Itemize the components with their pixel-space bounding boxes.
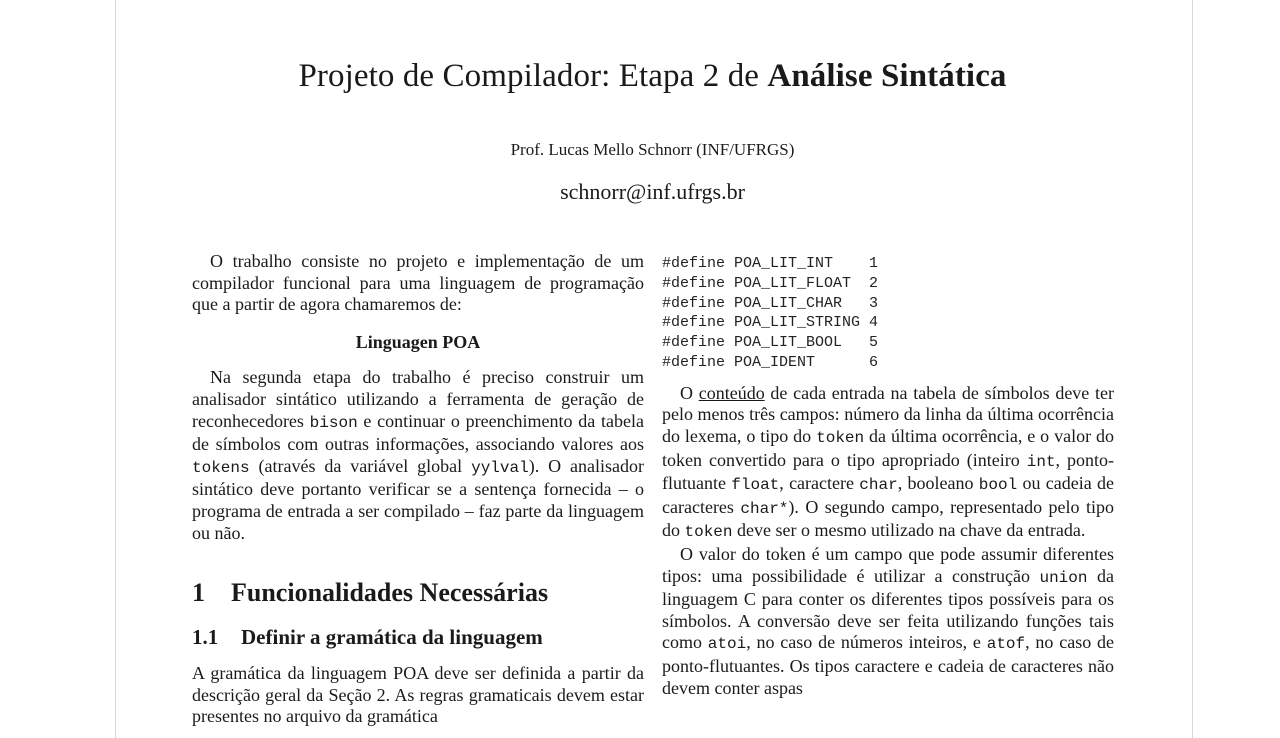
left-column bbox=[192, 251, 644, 728]
define-line: #define POA_LIT_CHAR 3 bbox=[662, 294, 879, 312]
intro-paragraph: O trabalho consiste no projeto e implementação de um compilador funcional para uma linguagem de programação que a partir de agora chamaremos de: bbox=[192, 251, 644, 315]
define-line: #define POA_LIT_FLOAT 2 bbox=[662, 274, 879, 292]
define-block bbox=[662, 254, 1114, 373]
language-name: Linguagen POA bbox=[355, 331, 481, 352]
define-line: #define POA_LIT_INT 1 bbox=[662, 255, 879, 272]
author-email: schnorr@inf.ufrgs.br bbox=[560, 179, 745, 204]
define-line: #define POA_LIT_BOOL 5 bbox=[662, 334, 879, 352]
grammar-paragraph: A gramática da linguagem POA deve ser definida a partir da descrição geral da Seção 2. As regras gramaticais devem estar presentes no arquivo da gramática bbox=[192, 663, 644, 727]
paper-title bbox=[0, 58, 1280, 95]
content-paragraph: O conteúdo de cada entrada na tabela de símbolos deve ter pelo menos três campos: número da linha da última ocorrência do lexema, o tipo do token da última ocorrência, e o valor do token convertido para o tipo apropriado (inteiro int, ponto-flutuante float, caractere char, booleano bool ou cadeia de caracteres char*). O segundo campo, representado pelo tipo do token deve ser o mesmo utilizado na chave da entrada. bbox=[662, 382, 1115, 542]
author-line: Prof. Lucas Mello Schnorr (INF/UFRGS) bbox=[510, 140, 795, 159]
define-line: #define POA_IDENT 6 bbox=[662, 353, 879, 371]
token-value-paragraph: O valor do token é um campo que pode assumir diferentes tipos: uma possibilidade é utilizar a construção union da linguagem C para conter os diferentes tipos possíveis para os símbolos. A conversão deve ser feita utilizando funções tais como atoi, no caso de números inteiros, e atof, no caso de ponto-flutuantes. Os tipos caractere e cadeia de caracteres não devem conter aspas bbox=[662, 543, 1114, 698]
title-bold-text: Análise Sintática bbox=[767, 58, 1007, 94]
define-line: #define POA_LIT_STRING 4 bbox=[662, 314, 879, 332]
title-text: Projeto de Compilador: Etapa 2 de bbox=[298, 58, 768, 94]
section-heading: 1 Funcionalidades Necessárias bbox=[192, 578, 549, 608]
right-column bbox=[662, 251, 1114, 699]
subsection-heading: 1.1 Definir a gramática da linguagem bbox=[192, 625, 543, 650]
stage-paragraph: Na segunda etapa do trabalho é preciso construir um analisador sintático utilizando a ferramenta de geração de reconhecedores bison e continuar o preenchimento da tabela de símbolos com outras informações, associando valores aos tokens (através da variável global yylval). O analisador sintático deve portanto verificar se a sentença fornecida – o programa de entrada a ser compilado – faz parte da linguagem ou não. bbox=[192, 367, 644, 543]
